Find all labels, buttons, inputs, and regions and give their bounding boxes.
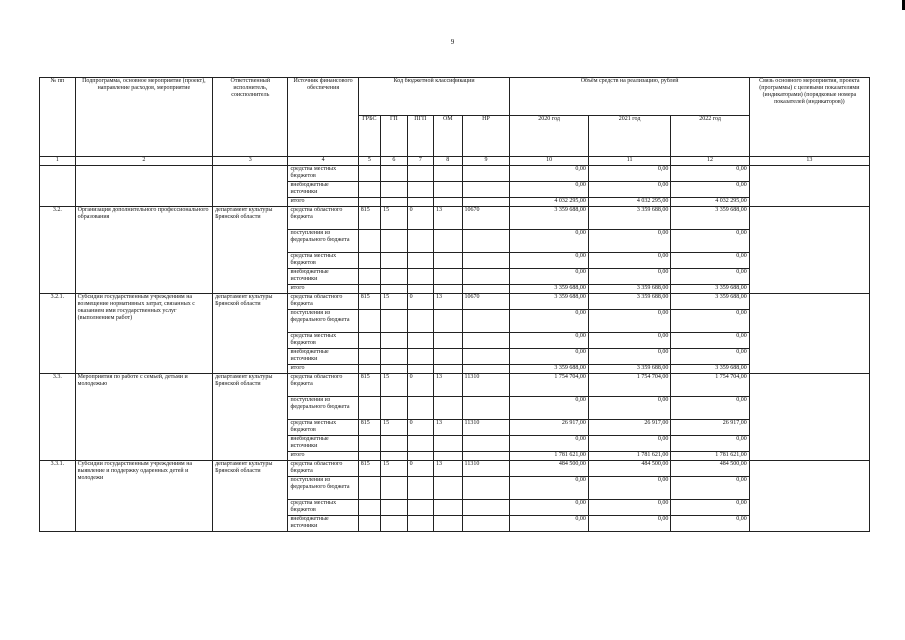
amount-2021: 0,00 xyxy=(588,253,670,269)
amount-2022: 0,00 xyxy=(671,516,749,532)
code-grbs: 815 xyxy=(358,420,380,436)
amount-2022: 26 917,00 xyxy=(671,420,749,436)
row-number: 3.3.1. xyxy=(40,461,76,532)
header-volume: Объём средств на реализацию, рублей xyxy=(510,78,749,116)
amount-2021: 0,00 xyxy=(588,436,670,452)
total-2020: 3 359 688,00 xyxy=(510,365,588,374)
row-number: 3.2.1. xyxy=(40,294,76,374)
total-2020: 4 032 295,00 xyxy=(510,198,588,207)
total-2020: 3 359 688,00 xyxy=(510,285,588,294)
code-pgp: 0 xyxy=(407,420,433,436)
source-local: средства местных бюджетов xyxy=(288,500,358,516)
code-gp: 15 xyxy=(381,374,407,397)
row-title: Субсидии государственным учреждениям на выявление и поддержку одаренных детей и молодежи xyxy=(75,461,212,532)
source-federal: поступления из федерального бюджета xyxy=(288,310,358,333)
source-local: средства местных бюджетов xyxy=(288,420,358,436)
row-title: Мероприятия по работе с семьей, детьми и молодежью xyxy=(75,374,212,461)
column-index-row xyxy=(40,157,870,166)
code-grbs: 815 xyxy=(358,294,380,310)
total-2021: 3 359 688,00 xyxy=(588,285,670,294)
column-index: 4 xyxy=(288,157,358,166)
amount-2022: 484 500,00 xyxy=(671,461,749,477)
row-number xyxy=(40,166,76,207)
header-source: Источник финансового обеспечения xyxy=(288,78,358,157)
amount-2021: 0,00 xyxy=(588,349,670,365)
amount-2022: 0,00 xyxy=(671,166,749,182)
code-om: 13 xyxy=(434,461,463,477)
row-executor: департамент культуры Брянской области xyxy=(213,207,288,294)
amount-2021: 0,00 xyxy=(588,500,670,516)
source-extra: внебюджетные источники xyxy=(288,182,358,198)
amount-2022: 0,00 xyxy=(671,397,749,420)
amount-2020: 3 359 688,00 xyxy=(510,207,588,230)
code-np: 10670 xyxy=(462,207,510,230)
total-2021: 1 781 621,00 xyxy=(588,452,670,461)
source-local: средства местных бюджетов xyxy=(288,333,358,349)
amount-2021: 1 754 704,00 xyxy=(588,374,670,397)
total-2022: 3 359 688,00 xyxy=(671,285,749,294)
column-index: 7 xyxy=(407,157,433,166)
row-executor: департамент культуры Брянской области xyxy=(213,294,288,374)
header-num: № пп xyxy=(40,78,76,157)
amount-2021: 0,00 xyxy=(588,516,670,532)
table-row xyxy=(40,461,870,477)
header-program: Подпрограмма, основное мероприятие (проект), направление расходов, мероприятие xyxy=(75,78,212,157)
header-2022: 2022 год xyxy=(671,116,749,157)
source-federal: поступления из федерального бюджета xyxy=(288,397,358,420)
code-np: 11310 xyxy=(462,420,510,436)
amount-2021: 0,00 xyxy=(588,182,670,198)
header-budget-code: Код бюджетной классификации xyxy=(358,78,510,116)
header-2021: 2021 год xyxy=(588,116,670,157)
code-np: 11310 xyxy=(462,461,510,477)
row-title: Организация дополнительного профессионального образования xyxy=(75,207,212,294)
code-grbs: 815 xyxy=(358,207,380,230)
source-extra: внебюджетные источники xyxy=(288,516,358,532)
source-federal: поступления из федерального бюджета xyxy=(288,477,358,500)
code-pgp: 0 xyxy=(407,207,433,230)
row-number: 3.2. xyxy=(40,207,76,294)
row-number: 3.3. xyxy=(40,374,76,461)
source-local: средства местных бюджетов xyxy=(288,253,358,269)
amount-2020: 3 359 688,00 xyxy=(510,294,588,310)
row-executor: департамент культуры Брянской области xyxy=(213,374,288,461)
amount-2022: 3 359 688,00 xyxy=(671,207,749,230)
amount-2022: 0,00 xyxy=(671,349,749,365)
amount-2020: 484 500,00 xyxy=(510,461,588,477)
source-regional: средства областного бюджета xyxy=(288,207,358,230)
column-index: 10 xyxy=(510,157,588,166)
code-om: 13 xyxy=(434,374,463,397)
source-regional: средства областного бюджета xyxy=(288,461,358,477)
code-grbs: 815 xyxy=(358,374,380,397)
amount-2022: 0,00 xyxy=(671,310,749,333)
source-federal: поступления из федерального бюджета xyxy=(288,230,358,253)
code-gp: 15 xyxy=(381,294,407,310)
column-index: 13 xyxy=(749,157,869,166)
row-executor xyxy=(213,166,288,207)
budget-table xyxy=(39,77,870,532)
row-title: Субсидии государственным учреждениям на возмещение нормативных затрат, связанных с оказанием ими государственных услуг (выполнением работ) xyxy=(75,294,212,374)
code-gp: 15 xyxy=(381,461,407,477)
column-index: 1 xyxy=(40,157,76,166)
amount-2020: 0,00 xyxy=(510,397,588,420)
column-index: 5 xyxy=(358,157,380,166)
row-executor: департамент культуры Брянской области xyxy=(213,461,288,532)
amount-2020: 0,00 xyxy=(510,253,588,269)
total-2021: 3 359 688,00 xyxy=(588,365,670,374)
table-row xyxy=(40,294,870,310)
amount-2022: 1 754 704,00 xyxy=(671,374,749,397)
code-pgp: 0 xyxy=(407,294,433,310)
amount-2021: 0,00 xyxy=(588,477,670,500)
amount-2021: 484 500,00 xyxy=(588,461,670,477)
header-executor: Ответственный исполнитель, соисполнитель xyxy=(213,78,288,157)
amount-2020: 26 917,00 xyxy=(510,420,588,436)
amount-2020: 0,00 xyxy=(510,333,588,349)
amount-2020: 0,00 xyxy=(510,269,588,285)
column-index: 9 xyxy=(462,157,510,166)
code-grbs: 815 xyxy=(358,461,380,477)
table-row xyxy=(40,374,870,397)
amount-2022: 0,00 xyxy=(671,253,749,269)
code-pgp: 0 xyxy=(407,374,433,397)
amount-2020: 0,00 xyxy=(510,166,588,182)
code-pgp: 0 xyxy=(407,461,433,477)
source-extra: внебюджетные источники xyxy=(288,269,358,285)
header-grbs: ГРБС xyxy=(358,116,380,157)
source-total: итого xyxy=(288,365,358,374)
amount-2022: 0,00 xyxy=(671,500,749,516)
code-om: 13 xyxy=(434,420,463,436)
amount-2021: 0,00 xyxy=(588,333,670,349)
source-total: итого xyxy=(288,285,358,294)
column-index: 11 xyxy=(588,157,670,166)
code-np: 11310 xyxy=(462,374,510,397)
amount-2020: 0,00 xyxy=(510,349,588,365)
amount-2021: 26 917,00 xyxy=(588,420,670,436)
source-regional: средства областного бюджета xyxy=(288,294,358,310)
code-gp: 15 xyxy=(381,420,407,436)
total-2022: 3 359 688,00 xyxy=(671,365,749,374)
header-2020: 2020 год xyxy=(510,116,588,157)
header-gp: ГП xyxy=(381,116,407,157)
code-om: 13 xyxy=(434,294,463,310)
amount-2021: 3 359 688,00 xyxy=(588,294,670,310)
amount-2020: 0,00 xyxy=(510,436,588,452)
column-index: 6 xyxy=(381,157,407,166)
source-regional: средства областного бюджета xyxy=(288,374,358,397)
amount-2021: 0,00 xyxy=(588,230,670,253)
source-total: итого xyxy=(288,198,358,207)
amount-2021: 0,00 xyxy=(588,269,670,285)
amount-2020: 0,00 xyxy=(510,500,588,516)
amount-2022: 0,00 xyxy=(671,182,749,198)
source-total: итого xyxy=(288,452,358,461)
header-pgp: ПГП xyxy=(407,116,433,157)
amount-2022: 0,00 xyxy=(671,333,749,349)
amount-2021: 0,00 xyxy=(588,166,670,182)
amount-2020: 1 754 704,00 xyxy=(510,374,588,397)
row-title xyxy=(75,166,212,207)
amount-2020: 0,00 xyxy=(510,182,588,198)
code-np: 10670 xyxy=(462,294,510,310)
amount-2021: 3 359 688,00 xyxy=(588,207,670,230)
page-number: 9 xyxy=(450,38,455,46)
table-row xyxy=(40,166,870,182)
amount-2021: 0,00 xyxy=(588,397,670,420)
column-index: 8 xyxy=(434,157,463,166)
total-2022: 4 032 295,00 xyxy=(671,198,749,207)
total-2021: 4 032 295,00 xyxy=(588,198,670,207)
table-row xyxy=(40,207,870,230)
code-om: 13 xyxy=(434,207,463,230)
amount-2022: 0,00 xyxy=(671,269,749,285)
amount-2022: 0,00 xyxy=(671,477,749,500)
column-index: 2 xyxy=(75,157,212,166)
code-gp: 15 xyxy=(381,207,407,230)
source-extra: внебюджетные источники xyxy=(288,349,358,365)
source-extra: внебюджетные источники xyxy=(288,436,358,452)
amount-2022: 3 359 688,00 xyxy=(671,294,749,310)
amount-2020: 0,00 xyxy=(510,230,588,253)
amount-2020: 0,00 xyxy=(510,310,588,333)
total-2020: 1 781 621,00 xyxy=(510,452,588,461)
total-2022: 1 781 621,00 xyxy=(671,452,749,461)
amount-2020: 0,00 xyxy=(510,516,588,532)
table-header-row xyxy=(40,78,870,116)
header-indicator-link: Связь основного мероприятия, проекта (программы) с целевыми показателями (индикаторами) (порядковые номера показателей (индикаторов)) xyxy=(749,78,869,157)
column-index: 3 xyxy=(213,157,288,166)
header-om: ОМ xyxy=(434,116,463,157)
amount-2022: 0,00 xyxy=(671,230,749,253)
column-index: 12 xyxy=(671,157,749,166)
amount-2021: 0,00 xyxy=(588,310,670,333)
source-local: средства местных бюджетов xyxy=(288,166,358,182)
amount-2020: 0,00 xyxy=(510,477,588,500)
header-np: НР xyxy=(462,116,510,157)
amount-2022: 0,00 xyxy=(671,436,749,452)
